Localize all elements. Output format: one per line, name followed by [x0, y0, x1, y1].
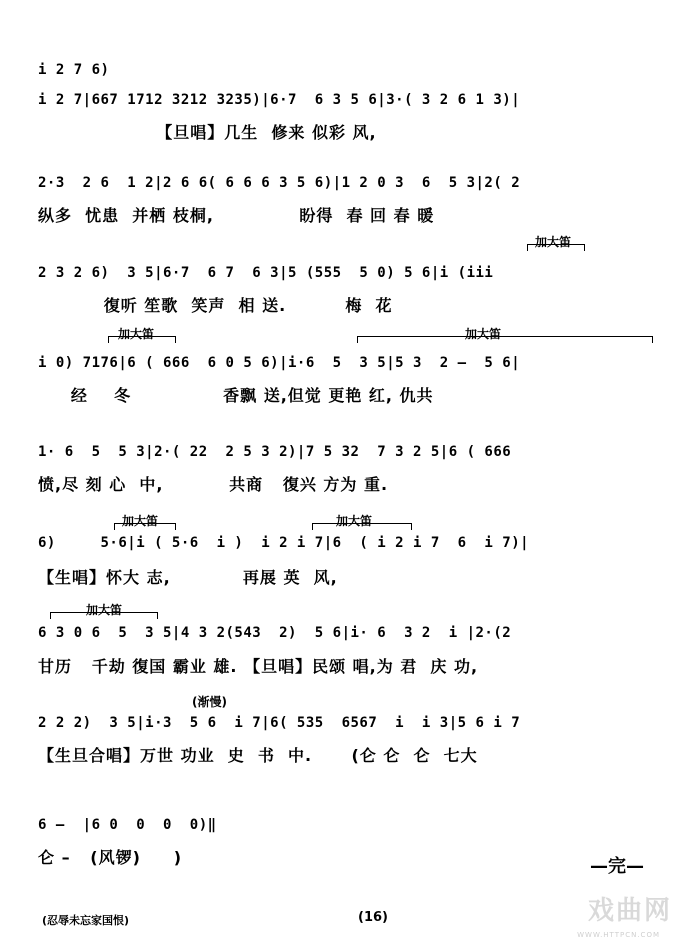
system-7-notes: 6 3 0 6 5 3 5|4 3 2(543 2) 5 6|i· 6 3 2 i |2·(2 [38, 625, 512, 641]
system-6-notes: 6) 5·6|i ( 5·6 i ) i 2 i 7|6 ( i 2 i 7 6 i 7)| [38, 535, 530, 551]
tempo-mark: (渐慢) [192, 695, 227, 709]
system-5-lyrics: 愤,尽 刻 心 中, 共商 復兴 方为 重. [38, 475, 389, 494]
watermark-url: WWW.HTTPCN.COM [577, 931, 660, 939]
system-9-notes: 6 – |6 0 0 0 0)‖ [38, 817, 217, 833]
system-1-notes: i 2 7|667 1712 3212 3235)|6·7 6 3 5 6|3·( 3 2 6 1 3)| [38, 92, 521, 108]
page-number: (16) [358, 910, 388, 925]
system-4-notes: i 0) 7176|6 ( 666 6 0 5 6)|i·6 5 3 5|5 3 2 – 5 6| [38, 355, 521, 371]
end-label: —完— [590, 856, 644, 877]
instrument-mark: 加大笛 [465, 327, 502, 341]
watermark-logo: 戏曲网 [587, 896, 672, 926]
system-2-notes: 2·3 2 6 1 2|2 6 6( 6 6 6 3 5 6)|1 2 0 3 6 5 3|2( 2 [38, 175, 521, 191]
system-3-notes: 2 3 2 6) 3 5|6·7 6 7 6 3|5 (555 5 0) 5 6|i (iii [38, 265, 494, 281]
instrument-mark: 加大笛 [535, 235, 572, 249]
instrument-mark: 加大笛 [336, 514, 373, 528]
system-8-lyrics: 【生旦合唱】万世 功业 史 书 中. (仑 仑 仑 七大 [38, 746, 478, 765]
system-2-lyrics: 纵多 忧患 并栖 枝桐, 盼得 春 回 春 暖 [38, 206, 435, 225]
instrument-mark: 加大笛 [122, 514, 159, 528]
system-6-lyrics: 【生唱】怀大 志, 再展 英 风, [38, 568, 338, 587]
system-8-notes: 2 2 2) 3 5|i·3 5 6 i 7|6( 535 6567 i i 3|5 6 i 7 [38, 715, 521, 731]
system-1-lyrics: 【旦唱】几生 修来 似彩 风, [38, 123, 377, 142]
instrument-mark: 加大笛 [118, 327, 155, 341]
system-7-lyrics: 甘历 千劫 復国 霸业 雄. 【旦唱】民颂 唱,为 君 庆 功, [38, 657, 479, 676]
system-9-lyrics: 仑 – (风锣) ) [38, 848, 183, 867]
system-5-notes: 1· 6 5 5 3|2·( 22 2 5 3 2)|7 5 32 7 3 2 5|6 ( 666 [38, 444, 512, 460]
pickup-notes: i 2 7 6) [38, 62, 110, 78]
system-3-lyrics: 復听 笙歌 笑声 相 送. 梅 花 [38, 296, 393, 315]
instrument-bracket [357, 336, 653, 343]
instrument-mark: 加大笛 [86, 603, 123, 617]
footer-title: (忍辱未忘家国恨) [42, 914, 130, 927]
system-4-lyrics: 经 冬 香飘 送,但觉 更艳 红, 仇共 [38, 386, 434, 405]
